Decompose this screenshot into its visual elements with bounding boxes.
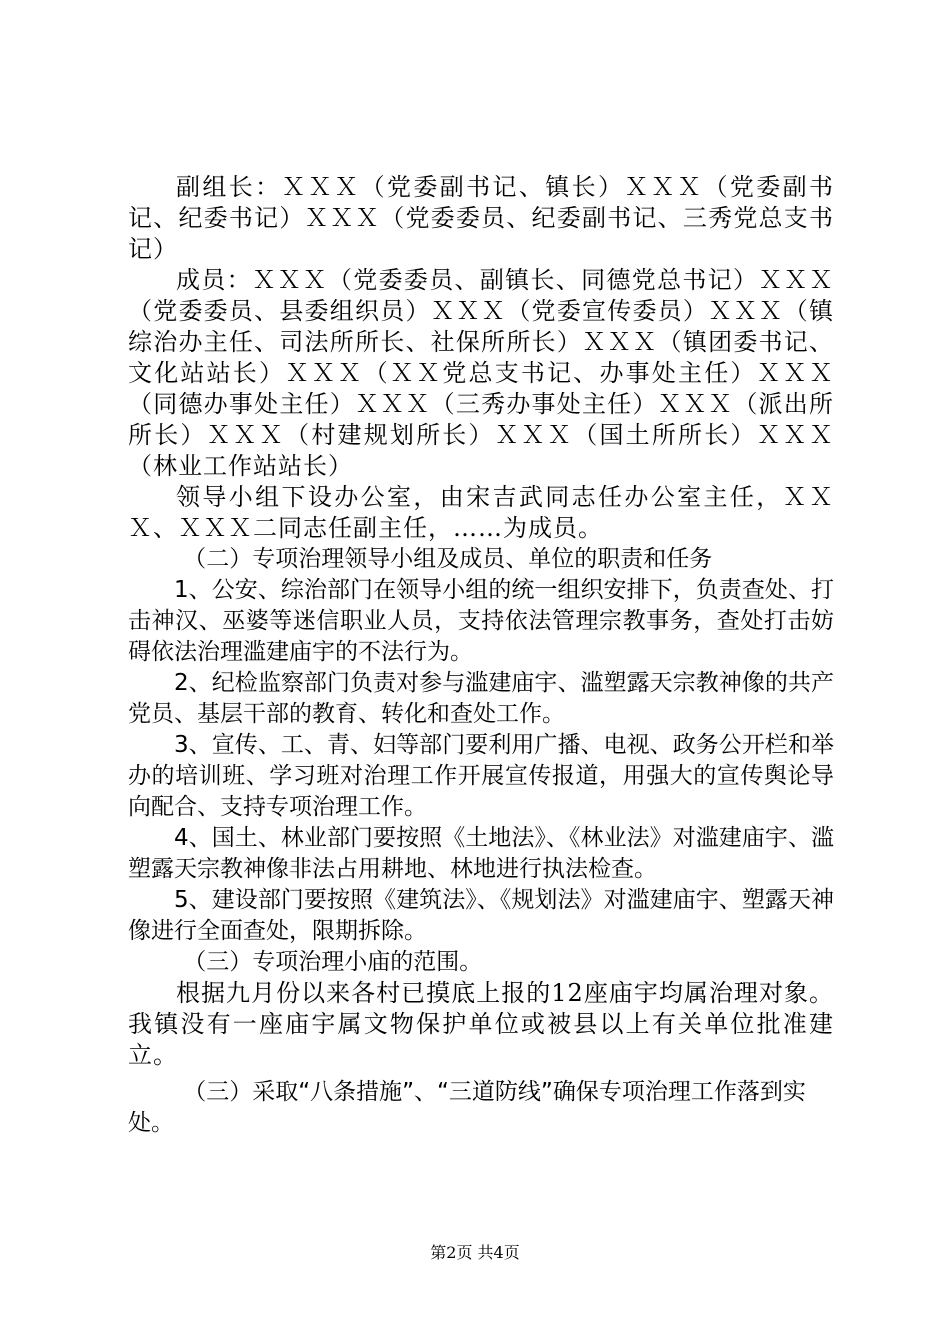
section-4-heading: （三）采取“八条措施”、“三道防线”确保专项治理工作落到实处。 — [128, 1079, 806, 1136]
page-number-footer: 第2页 共4页 — [430, 1243, 520, 1262]
duty-item-5: 5、建设部门要按照《建筑法》、《规划法》对滥建庙宇、塑露天神像进行全面查处，限期拆除。 — [128, 887, 834, 944]
duty-item-2: 2、纪检监察部门负责对参与滥建庙宇、滥塑露天宗教神像的共产党员、基层干部的教育、转化和查处工作。 — [128, 670, 834, 727]
office-paragraph: 领导小组下设办公室，由宋吉武同志任办公室主任，ＸＸＸ、ＸＸＸ二同志任副主任，……为成员。 — [128, 483, 834, 542]
document-body — [128, 172, 834, 1139]
section-2-heading: （二）专项治理领导小组及成员、单位的职责和任务 — [183, 546, 713, 572]
deputy-leaders-paragraph: 副组长：ＸＸＸ（党委副书记、镇长）ＸＸＸ（党委副书记、纪委书记）ＸＸＸ（党委委员、纪委副书记、三秀党总支书记） — [128, 173, 834, 263]
members-paragraph: 成员：ＸＸＸ（党委委员、副镇长、同德党总书记）ＸＸＸ（党委委员、县委组织员）ＸＸＸ（党委宣传委员）ＸＸＸ（镇综治办主任、司法所所长、社保所所长）ＸＸＸ（镇团委书记、文化站站长）ＸＸＸ（ＸＸ党总支书记、办事处主任）ＸＸＸ（同德办事处主任）ＸＸＸ（三秀办事处主任）ＸＸＸ（派出所所长）ＸＸＸ（村建规划所长）ＸＸＸ（国土所所长）ＸＸＸ（林业工作站站长） — [128, 266, 834, 480]
duty-item-4: 4、国土、林业部门要按照《土地法》、《林业法》对滥建庙宇、滥塑露天宗教神像非法占用耕地、林地进行执法检查。 — [128, 825, 834, 882]
duty-item-3: 3、宣传、工、青、妇等部门要利用广播、电视、政务公开栏和举办的培训班、学习班对治理工作开展宣传报道，用强大的宣传舆论导向配合、支持专项治理工作。 — [128, 732, 834, 820]
duty-item-1: 1、公安、综治部门在领导小组的统一组织安排下，负责查处、打击神汉、巫婆等迷信职业人员，支持依法管理宗教事务，查处打击妨碍依法治理滥建庙宇的不法行为。 — [128, 577, 834, 665]
section-3-paragraph: 根据九月份以来各村已摸底上报的12座庙宇均属治理对象。我镇没有一座庙宇属文物保护单位或被县以上有关单位批准建立。 — [128, 979, 834, 1069]
section-3-heading: （三）专项治理小庙的范围。 — [183, 949, 483, 975]
